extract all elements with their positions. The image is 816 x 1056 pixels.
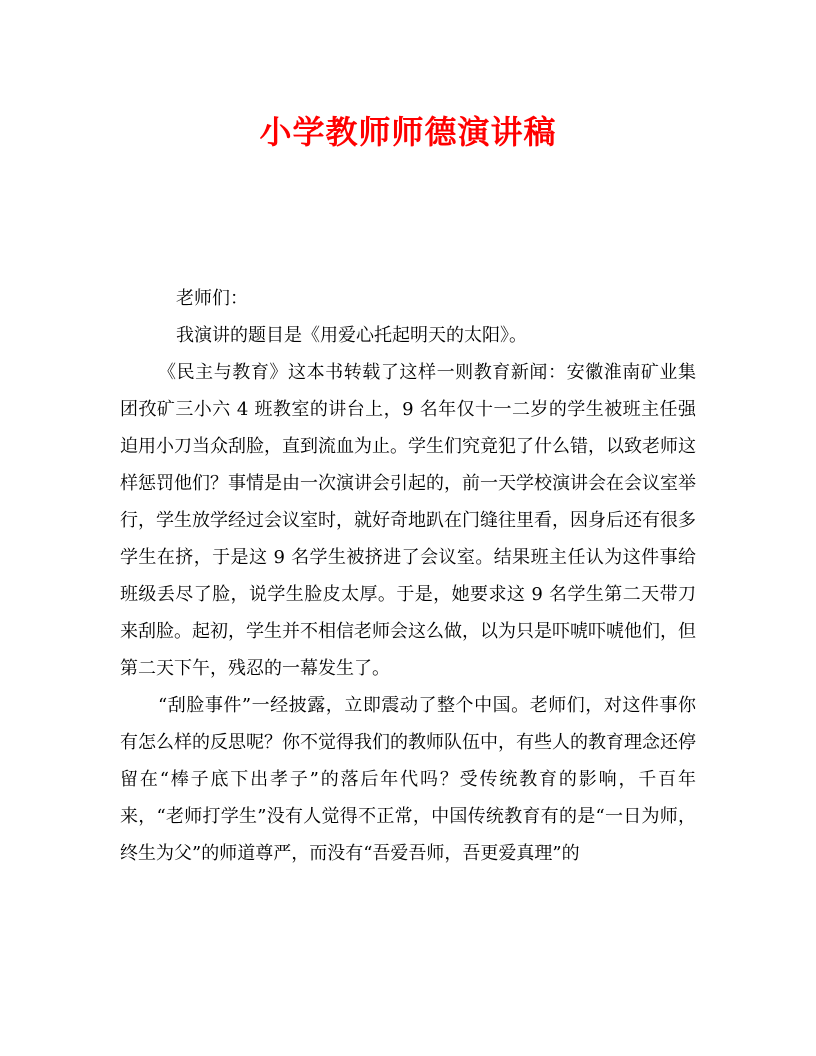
reflection-paragraph: “刮脸事件”一经披露，立即震动了整个中国。老师们，对这件事你有怎么样的反思呢？你不觉得我们的教师队伍中，有些人的教育理念还停留在“棒子底下出孝子”的落后年代吗？受传统教育的影响，千百年来，“老师打学生”没有人觉得不正常，中国传统教育有的是“一日为师，终生为父”的师道尊严，而没有“吾爱吾师，吾更爱真理”的 [120,695,696,864]
news-story-paragraph: 《民主与教育》这本书转载了这样一则教育新闻：安徽淮南矿业集团孜矿三小六 4 班教室的讲台上，9 名年仅十一二岁的学生被班主任强迫用小刀当众刮脸，直到流血为止。学生们究竟犯了什么错，以致老师这样惩罚他们？事情是由一次演讲会引起的，前一天学校演讲会在会议室举行，学生放学经过会议室时，就好奇地趴在门缝往里看，因身后还有很多学生在挤，于是这 9 名学生被挤进了会议室。结果班主任认为这件事给班级丢尽了脸，说学生脸皮太厚。于是，她要求这 9 名学生第二天带刀来刮脸。起初，学生并不相信老师会这么做，以为只是吓唬吓唬他们，但第二天下午，残忍的一幕发生了。 [120,362,696,679]
document-title: 小学教师师德演讲稿 [259,113,557,151]
speech-topic-paragraph: 我演讲的题目是《用爱心托起明天的太阳》。 [176,325,527,346]
salutation-paragraph: 老师们： [176,288,248,309]
document-body [120,280,696,872]
